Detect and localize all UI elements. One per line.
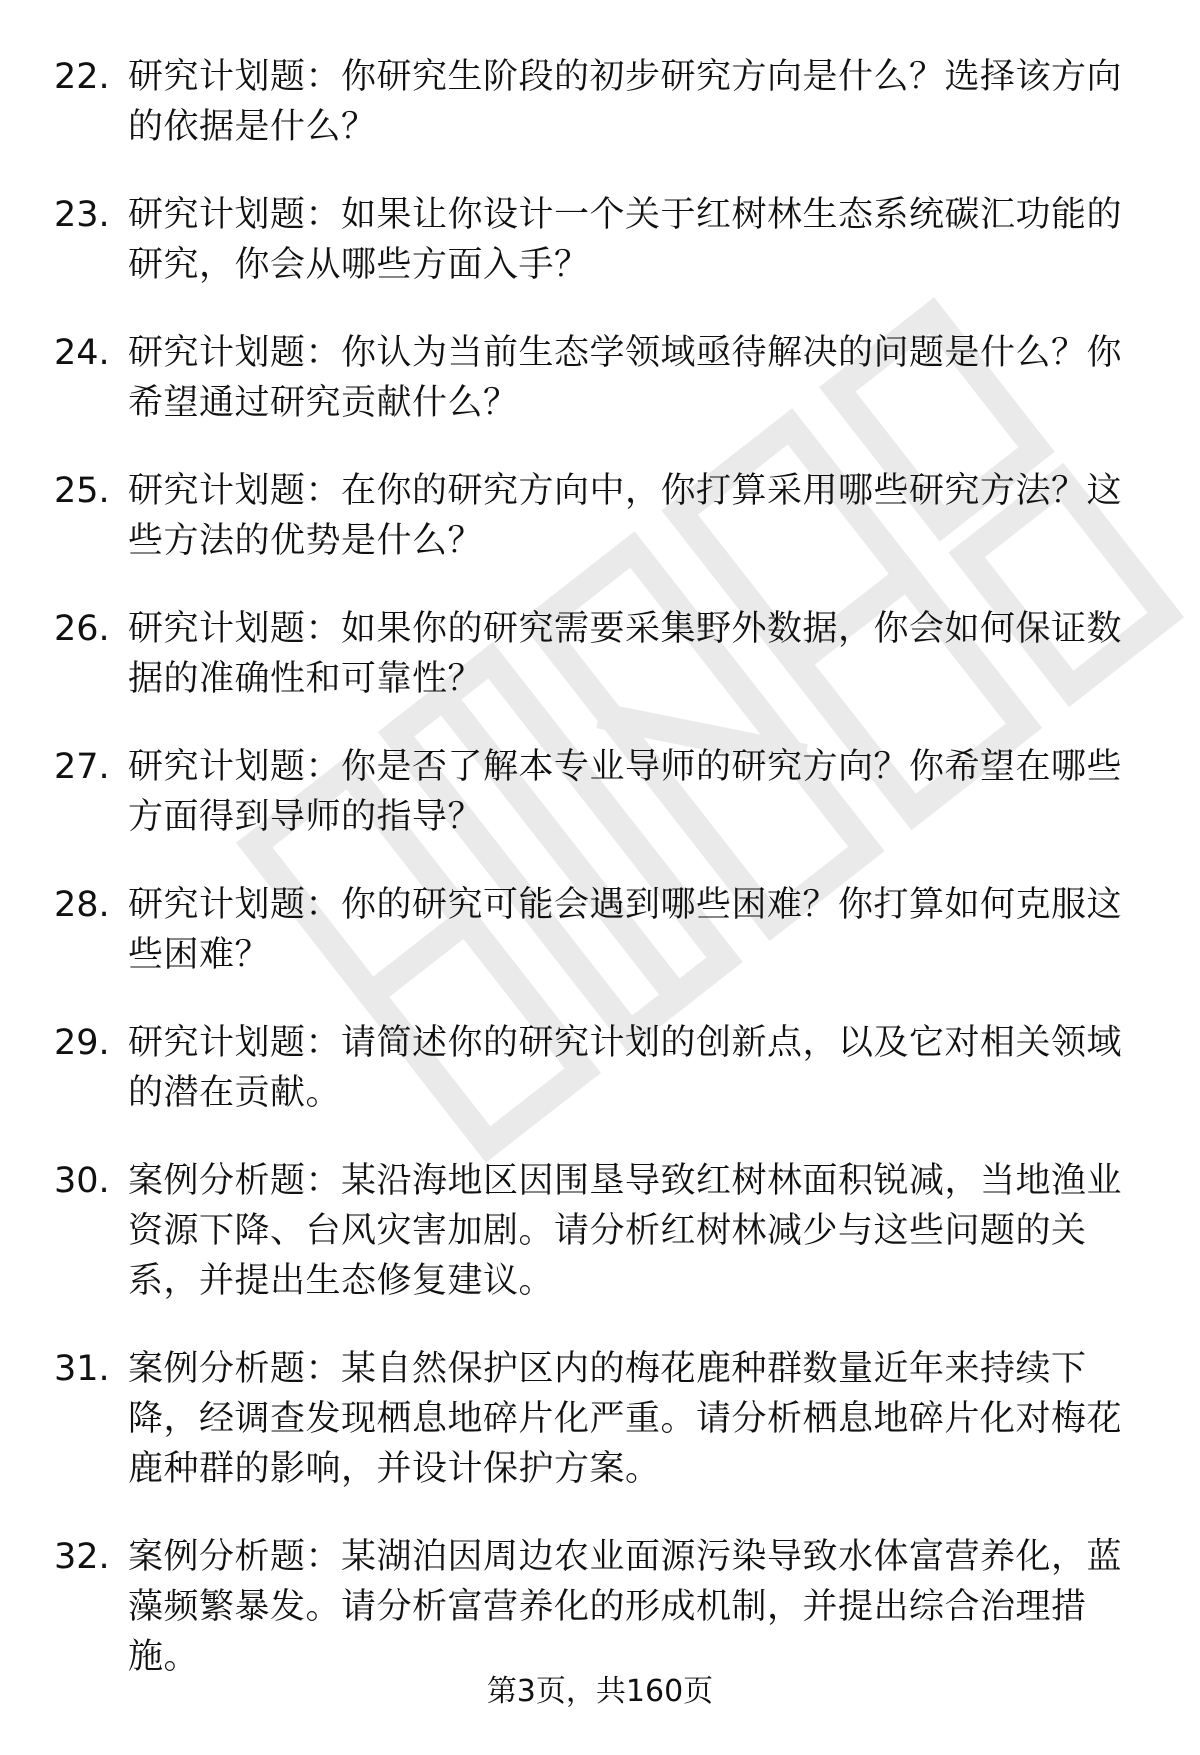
question-number: 29.	[54, 1023, 110, 1063]
question-item	[0, 52, 1200, 152]
question-item	[0, 466, 1200, 566]
question-item	[0, 328, 1200, 428]
question-item	[0, 190, 1200, 290]
question-item	[0, 1156, 1200, 1306]
question-text: 案例分析题：某沿海地区因围垦导致红树林面积锐减，当地渔业资源下降、台风灾害加剧。请分析红树林减少与这些问题的关系，并提出生态修复建议。	[128, 1161, 1123, 1301]
question-text: 研究计划题：你研究生阶段的初步研究方向是什么？选择该方向的依据是什么？	[128, 57, 1123, 147]
question-number: 24.	[54, 333, 110, 373]
page-indicator: 第3页，共160页	[486, 1674, 714, 1709]
question-number: 23.	[54, 195, 110, 235]
question-text: 案例分析题：某自然保护区内的梅花鹿种群数量近年来持续下降，经调查发现栖息地碎片化严重。请分析栖息地碎片化对梅花鹿种群的影响，并设计保护方案。	[128, 1349, 1123, 1489]
question-text: 研究计划题：请简述你的研究计划的创新点，以及它对相关领域的潜在贡献。	[128, 1023, 1123, 1113]
question-item	[0, 604, 1200, 704]
question-number: 31.	[54, 1349, 110, 1389]
question-number: 25.	[54, 471, 110, 511]
question-number: 26.	[54, 609, 110, 649]
question-number: 30.	[54, 1161, 110, 1201]
question-list	[0, 52, 1200, 1720]
question-text: 研究计划题：在你的研究方向中，你打算采用哪些研究方法？这些方法的优势是什么？	[128, 471, 1123, 561]
question-item	[0, 742, 1200, 842]
question-text: 案例分析题：某湖泊因周边农业面源污染导致水体富营养化，蓝藻频繁暴发。请分析富营养化的形成机制，并提出综合治理措施。	[128, 1537, 1123, 1677]
question-item	[0, 1018, 1200, 1118]
question-number: 22.	[54, 57, 110, 97]
question-number: 28.	[54, 885, 110, 925]
question-item	[0, 1344, 1200, 1494]
page-footer	[0, 1672, 1200, 1712]
question-text: 研究计划题：如果让你设计一个关于红树林生态系统碳汇功能的研究，你会从哪些方面入手？	[128, 195, 1123, 285]
question-text: 研究计划题：你的研究可能会遇到哪些困难？你打算如何克服这些困难？	[128, 885, 1123, 975]
question-item	[0, 1532, 1200, 1682]
question-text: 研究计划题：你是否了解本专业导师的研究方向？你希望在哪些方面得到导师的指导？	[128, 747, 1123, 837]
question-text: 研究计划题：你认为当前生态学领域亟待解决的问题是什么？你希望通过研究贡献什么？	[128, 333, 1123, 423]
question-number: 32.	[54, 1537, 110, 1577]
question-text: 研究计划题：如果你的研究需要采集野外数据，你会如何保证数据的准确性和可靠性？	[128, 609, 1123, 699]
question-item	[0, 880, 1200, 980]
question-number: 27.	[54, 747, 110, 787]
